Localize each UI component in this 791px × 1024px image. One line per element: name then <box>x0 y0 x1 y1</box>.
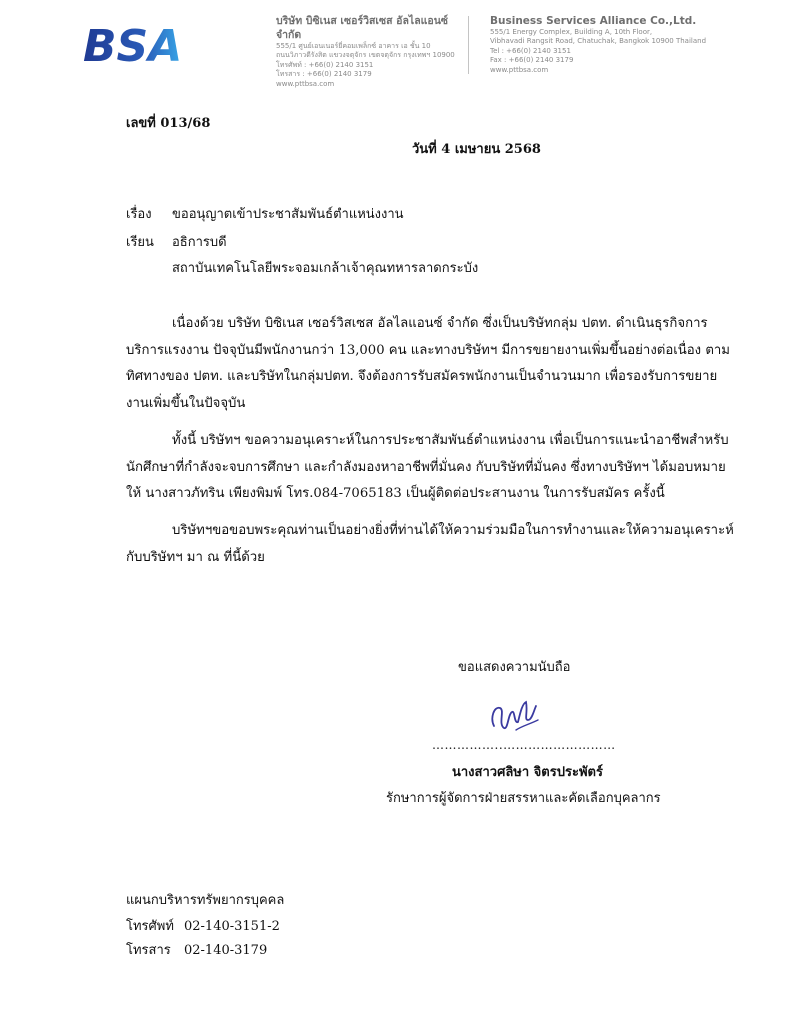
signatory-title: รักษาการผู้จัดการฝ่ายสรรหาและคัดเลือกบุคลากร <box>386 791 661 806</box>
letterhead-divider <box>468 16 469 74</box>
handwritten-signature <box>486 690 546 736</box>
address-english-2: Vibhavadi Rangsit Road, Chatuchak, Bangkok 10900 Thailand <box>490 37 707 46</box>
document-date: วันที่ 4 เมษายน 2568 <box>412 142 541 157</box>
website-english: www.pttbsa.com <box>490 65 549 74</box>
paragraph-line: ทั้งนี้ บริษัทฯ ขอความอนุเคราะห์ในการประชาสัมพันธ์ตำแหน่งงาน เพื่อเป็นการแนะนำอาชีพสำหรับ <box>172 433 729 448</box>
subject-label: เรื่อง <box>126 207 152 222</box>
paragraph-line: กับบริษัทฯ มา ณ ที่นี้ด้วย <box>126 549 265 565</box>
paragraph-2 <box>126 428 729 508</box>
document-number: เลขที่ 013/68 <box>126 116 211 131</box>
recipient-label: เรียน <box>126 235 154 250</box>
subject-text: ขออนุญาตเข้าประชาสัมพันธ์ตำแหน่งงาน <box>172 207 404 222</box>
recipient-text: อธิการบดี <box>172 235 227 250</box>
tel-english: Tel : +66(0) 2140 3151 <box>490 46 571 55</box>
paragraph-line: บริษัทฯขอขอบพระคุณท่านเป็นอย่างยิ่งที่ท่านได้ให้ความร่วมมือในการทำงานและให้ความอนุเคราะห์ <box>172 523 734 538</box>
paragraph-line: งานเพิ่มขึ้นในปัจจุบัน <box>126 395 246 411</box>
paragraph-line: ทิศทางของ ปตท. และบริษัทในกลุ่มปตท. จึงต้องการรับสมัครพนักงานเป็นจำนวนมาก เพื่อรองรับการขยาย <box>126 369 718 384</box>
signatory-name: นางสาวศลิษา จิตรประพัตร์ <box>452 765 603 780</box>
footer-department: แผนกบริหารทรัพยากรบุคคล <box>126 893 285 908</box>
address-thai-2: ถนนวิภาวดีรังสิต แขวงจตุจักร เขตจตุจักร กรุงเทพฯ 10900 <box>276 51 455 60</box>
paragraph-1 <box>126 311 730 417</box>
signature-line: ……………..……………………… <box>432 738 616 752</box>
letterhead-thai <box>276 14 466 89</box>
paragraph-3 <box>126 518 734 571</box>
address-english-1: 555/1 Energy Complex, Building A, 10th Floor, <box>490 28 653 36</box>
paragraph-line: บริการแรงงาน ปัจจุบันมีพนักงานกว่า 13,000 คน และทางบริษัทฯ มีการขยายงานเพิ่มขึ้นอย่างต่อเนื่อง ตาม <box>126 342 730 358</box>
fax-thai: โทรสาร : +66(0) 2140 3179 <box>276 70 372 79</box>
fax-english: Fax : +66(0) 2140 3179 <box>490 56 574 65</box>
footer-tel: 02-140-3151-2 <box>184 919 280 934</box>
footer-tel-label: โทรศัพท์ <box>126 919 174 934</box>
recipient-institution: สถาบันเทคโนโลยีพระจอมเกล้าเจ้าคุณทหารลาดกระบัง <box>172 261 479 276</box>
logo-text: BSA <box>83 21 183 68</box>
letterhead-english <box>490 14 730 75</box>
paragraph-line: เนื่องด้วย บริษัท บิซิเนส เซอร์วิสเซส อัลไลแอนซ์ จำกัด ซึ่งเป็นบริษัทกลุ่ม ปตท. ดำเนินธุรกิจการ <box>172 316 708 331</box>
paragraph-line: ให้ นางสาวภัทริน เพียงพิมพ์ โทร.084-7065183 เป็นผู้ติดต่อประสานงาน ในการรับสมัคร ครั้งนี้ <box>126 486 665 501</box>
closing-text: ขอแสดงความนับถือ <box>458 660 571 675</box>
company-name-english: Business Services Alliance Co.,Ltd. <box>490 15 697 27</box>
address-thai-1: 555/1 ศูนย์เอนเนอร์ยี่คอมเพล็กซ์ อาคาร เอ ชั้น 10 <box>276 42 431 50</box>
bsa-logo <box>82 20 200 68</box>
footer-fax: 02-140-3179 <box>184 943 268 958</box>
website-thai: www.pttbsa.com <box>276 79 335 88</box>
tel-thai: โทรศัพท์ : +66(0) 2140 3151 <box>276 60 374 69</box>
paragraph-line: นักศึกษาที่กำลังจะจบการศึกษา และกำลังมองหาอาชีพที่มั่นคง กับบริษัทที่มั่นคง ซึ่งทางบริษัทฯ ได้มอบหมาย <box>126 459 726 475</box>
company-name-thai: บริษัท บิซิเนส เซอร์วิสเซส อัลไลแอนซ์ จำกัด <box>276 15 449 41</box>
footer-fax-label: โทรสาร <box>126 943 171 958</box>
